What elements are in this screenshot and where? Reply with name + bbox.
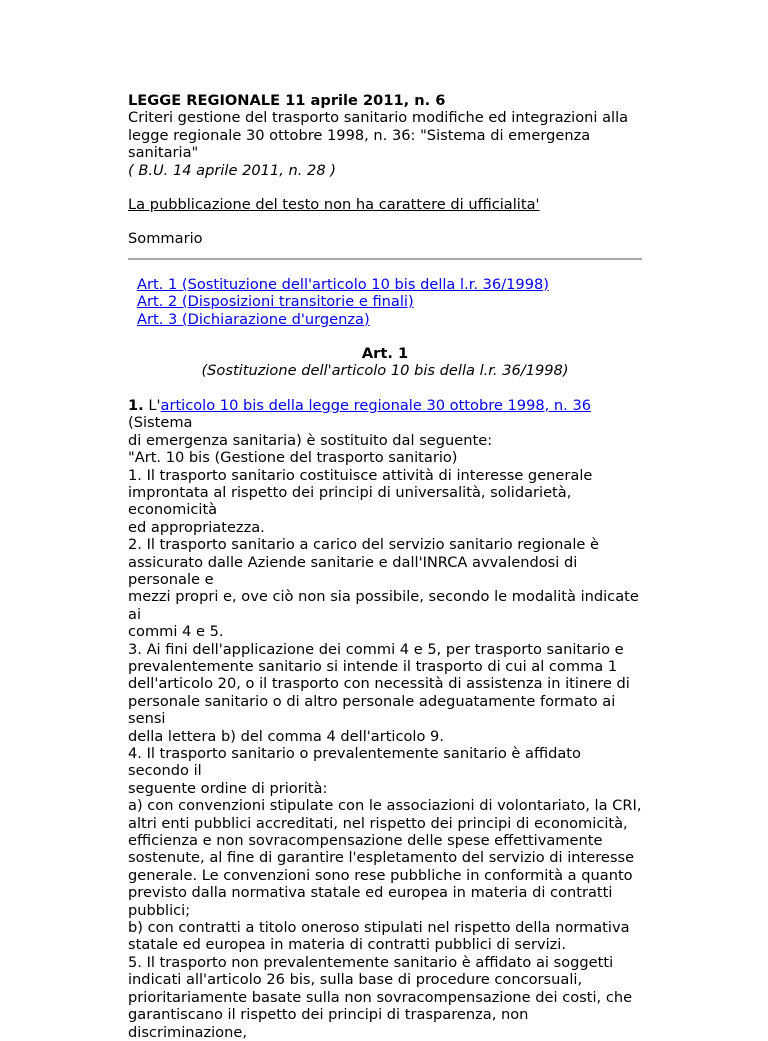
body-line: mezzi propri e, ove ciò non sia possibile, secondo le modalità indicate ai [128,588,639,623]
body-line: personale sanitario o di altro personale adeguatamente formato ai sensi [128,692,616,728]
body-line: commi 4 e 5. [128,623,224,641]
summary-label: Sommario [128,230,203,248]
body-line: 2. Il trasporto sanitario a carico del servizio sanitario regionale è [128,536,600,554]
bulletin-reference: ( B.U. 14 aprile 2011, n. 28 ) [128,161,336,179]
body-line: generale. Le convenzioni sono rese pubbliche in conformità a quanto [128,866,633,884]
body-line: della lettera b) del comma 4 dell'articolo 9. [128,727,444,745]
body-line: 1. Il trasporto sanitario costituisce attività di interesse generale [128,466,593,484]
body-line: prioritariamente basate sulla non sovracompensazione dei costi, che [128,988,633,1006]
body-line: 3. Ai fini dell'applicazione dei commi 4 e 5, per trasporto sanitario e [128,640,624,658]
body-line: 5. Il trasporto non prevalentemente sanitario è affidato ai soggetti [128,953,614,971]
body-line: previsto dalla normativa statale ed europea in materia di contratti [128,884,613,902]
article-1-heading: Art. 1 [361,345,409,363]
body-line: dell'articolo 20, o il trasporto con necessità di assistenza in itinere di [128,675,630,693]
body-line: a) con convenzioni stipulate con le associazioni di volontariato, la CRI, [128,797,642,815]
law-subtitle-line-2: legge regionale 30 ottobre 1998, n. 36: "Sistema di emergenza [128,126,591,144]
law-subtitle-line-1: Criteri gestione del trasporto sanitario modifiche ed integrazioni alla [128,109,629,127]
intro-text-before-link: L' [143,396,161,414]
table-of-contents [137,276,642,328]
toc-link-art-2[interactable]: Art. 2 (Disposizioni transitorie e finali) [137,293,414,311]
toc-link-art-1[interactable]: Art. 1 (Sostituzione dell'articolo 10 bis della l.r. 36/1998) [137,275,549,293]
body-line: altri enti pubblici accreditati, nel rispetto dei principi di economicità, [128,814,628,832]
body-line: pubblici; [128,901,191,919]
law-title: LEGGE REGIONALE 11 aprile 2011, n. 6 [128,92,446,109]
law-subtitle-line-3: sanitaria" [128,144,199,162]
paragraph-number: 1. [128,396,144,414]
summary-divider [128,258,642,260]
body-line: seguente ordine di priorità: [128,779,328,797]
body-line: 4. Il trasporto sanitario o prevalentemente sanitario è affidato secondo il [128,745,581,780]
body-line: di emergenza sanitaria) è sostituito dal seguente: [128,431,493,449]
body-line: efficienza e non sovracompensazione delle spese effettivamente [128,832,603,850]
body-line: sostenute, al fine di garantire l'espletamento del servizio di interesse [128,849,635,867]
body-line: statale ed europea in materia di contratti pubblici di servizi. [128,936,566,954]
intro-text-after-link: (Sistema [128,414,193,432]
article-1-header [128,345,642,380]
document [128,92,642,1041]
body-line: improntata al rispetto dei principi di universalità, solidarietà, economicità [128,483,572,519]
law-reference-link[interactable]: articolo 10 bis della legge regionale 30 ottobre 1998, n. 36 [160,396,592,414]
article-1-subheading: (Sostituzione dell'articolo 10 bis della l.r. 36/1998) [201,362,569,380]
body-line: "Art. 10 bis (Gestione del trasporto sanitario) [128,449,458,467]
article-1-body [128,397,642,1041]
official-notice: La pubblicazione del testo non ha carattere di ufficialita' [128,196,540,214]
body-line: prevalentemente sanitario si intende il trasporto di cui al comma 1 [128,657,618,675]
article-1-intro-line [128,397,642,432]
body-line: b) con contratti a titolo oneroso stipulati nel rispetto della normativa [128,919,630,937]
body-line: assicurato dalle Aziende sanitarie e dall'INRCA avvalendosi di personale e [128,553,578,588]
body-line: garantiscano il rispetto dei principi di trasparenza, non discriminazione, [128,1006,529,1041]
toc-link-art-3[interactable]: Art. 3 (Dichiarazione d'urgenza) [137,310,370,328]
body-line: ed appropriatezza. [128,518,265,536]
body-line: indicati all'articolo 26 bis, sulla base di procedure concorsuali, [128,971,583,989]
